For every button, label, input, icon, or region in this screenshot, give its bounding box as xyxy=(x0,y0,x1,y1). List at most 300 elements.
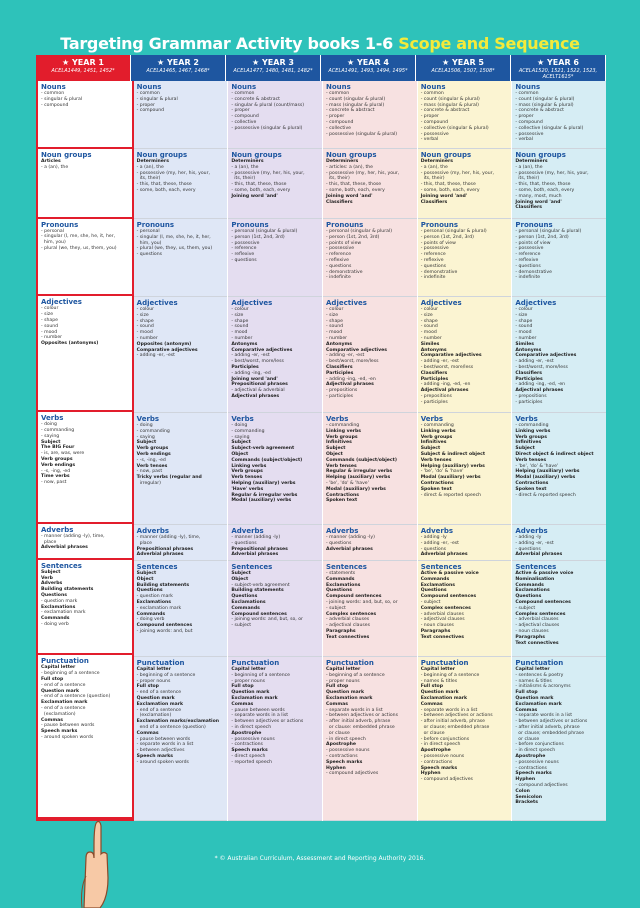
topic-item: - count (singular & plural) xyxy=(326,96,386,102)
topic-item: Comparative adjectives xyxy=(136,347,198,353)
topic-item: - articles: a (an), the xyxy=(326,164,373,170)
topic-item: Determiners xyxy=(420,159,453,164)
topic-heading: Sentences xyxy=(420,563,462,571)
topic-item: - sound xyxy=(136,324,154,330)
topic-heading: Pronouns xyxy=(41,220,79,229)
topic-cell xyxy=(38,655,132,819)
topic-item: Apostrophe xyxy=(515,753,546,759)
topic-item: Infinitives xyxy=(326,440,352,446)
topic-item: Verb xyxy=(41,575,53,581)
topic-cell xyxy=(228,657,322,821)
topic-item: Full stop xyxy=(136,684,159,690)
topic-item: - best/worst, more/less xyxy=(420,364,474,370)
topic-item: - number xyxy=(515,335,537,341)
topic-item: Participles xyxy=(515,376,543,382)
topic-item: - pause between words xyxy=(41,723,95,729)
topic-item: - commanding xyxy=(231,428,265,434)
topic-item: - 'be', 'do' & 'have' xyxy=(515,463,559,469)
topic-item: - singular (I, me, she, he, it, her, xyxy=(41,234,116,240)
topic-item: Subject xyxy=(231,571,251,576)
topic-item: its, their) xyxy=(420,176,445,182)
topic-item: Exclamation mark xyxy=(41,700,88,706)
topic-item: - person (1st, 2nd, 3rd) xyxy=(326,234,380,240)
topic-item: Paragraphs xyxy=(326,628,356,634)
topic-cell xyxy=(38,149,132,219)
topic-cell xyxy=(38,219,132,297)
topic-item: - direct speech xyxy=(231,753,266,759)
topic-item: Commas xyxy=(41,717,63,723)
topic-item: place xyxy=(136,540,152,546)
topic-item: - shape xyxy=(136,318,154,324)
topic-item: Classifiers xyxy=(326,364,353,370)
topic-item: - indefinite xyxy=(420,275,446,281)
topic-item: - personal (singular & plural) xyxy=(326,229,392,234)
topic-cell xyxy=(323,561,417,657)
year-codes: ACELA1506, 1507, 1508* xyxy=(431,68,495,74)
topic-heading: Punctuation xyxy=(41,657,89,666)
topic-item: - before conjunctions xyxy=(515,742,564,748)
topic-item: Spoken text xyxy=(420,486,452,492)
topic-item: - adding -er, -est xyxy=(420,540,459,546)
year-label: ★ YEAR 3 xyxy=(252,58,294,67)
topic-item: Joining word 'and' xyxy=(420,193,468,199)
topic-item: - possessive xyxy=(326,246,355,252)
topic-item: - commanding xyxy=(420,423,454,428)
topic-item: Question mark xyxy=(326,690,365,696)
topic-cell xyxy=(228,297,322,413)
topic-item: Antonyms xyxy=(515,347,542,353)
topic-heading: Noun groups xyxy=(420,151,472,159)
topic-heading: Adverbs xyxy=(136,527,170,535)
topic-heading: Adverbs xyxy=(231,527,264,535)
topic-item: - number xyxy=(136,335,158,341)
topic-item: Commas xyxy=(326,701,348,707)
topic-item: - between adjectives or actions xyxy=(231,719,304,725)
year-label: ★ YEAR 5 xyxy=(442,58,484,67)
topic-item: - adding -er, -est xyxy=(326,353,365,359)
topic-item: - mood xyxy=(420,330,437,336)
topic-item: - common xyxy=(420,91,444,96)
topic-item: Participles xyxy=(326,370,354,376)
topic-heading: Adjectives xyxy=(136,299,178,307)
topic-item: Full stop xyxy=(420,684,443,690)
topic-cell xyxy=(228,525,322,561)
topic-item: Commands xyxy=(231,605,260,611)
topic-cell xyxy=(323,297,417,413)
topic-heading: Pronouns xyxy=(420,221,459,229)
topic-item: - count (singular & plural) xyxy=(420,96,480,102)
topic-item: Antonyms xyxy=(420,347,447,353)
topic-item: - mass (singular & plural) xyxy=(515,102,574,108)
topic-item: - adverbial clauses xyxy=(515,617,559,623)
topic-item: Building statements xyxy=(136,582,190,588)
topic-heading: Adjectives xyxy=(515,299,557,307)
topic-cell xyxy=(418,81,512,149)
topic-item: Prepositional phrases xyxy=(231,382,288,388)
topic-item: Helping (auxiliary) verbs xyxy=(515,469,580,475)
topic-item: - this, that, these, those xyxy=(326,182,382,188)
topic-heading: Pronouns xyxy=(326,221,364,229)
topic-item: - possessive xyxy=(231,240,260,246)
topic-item: - proper nouns xyxy=(326,678,360,684)
topic-heading: Adverbs xyxy=(515,527,548,535)
topic-item: - shape xyxy=(326,318,343,324)
topic-cell xyxy=(38,296,132,412)
topic-item: Modal (auxiliary) verbs xyxy=(326,486,386,492)
topic-item: - common xyxy=(326,91,350,96)
topic-item: Commands xyxy=(136,611,166,617)
topic-item: - a (an), the xyxy=(136,164,164,170)
topic-heading: Adjectives xyxy=(41,298,82,307)
topic-item: - subject-verb agreement xyxy=(231,582,290,588)
topic-item: - participles xyxy=(515,399,543,405)
topic-heading: Noun groups xyxy=(231,151,282,159)
topic-item: - subject xyxy=(420,599,441,605)
topic-item: - end of a sentence (question) xyxy=(41,694,111,700)
year-column-2 xyxy=(134,81,229,821)
topic-item: Exclamation mark xyxy=(136,701,184,707)
topic-item: - prepositions xyxy=(515,393,547,399)
topic-item: Questions xyxy=(136,588,163,594)
year-header-6 xyxy=(511,55,606,81)
topic-item: - doing verb xyxy=(41,621,69,627)
topic-item: Questions xyxy=(515,594,542,600)
topic-item: - compound adjectives xyxy=(420,777,473,783)
year-column-5 xyxy=(418,81,513,821)
topic-item: - proper xyxy=(326,114,345,120)
topic-item: - questions xyxy=(231,540,257,546)
topic-item: Determiners xyxy=(515,159,548,164)
page-title xyxy=(0,34,640,53)
topic-item: - possessive (my, her, his, your, xyxy=(515,170,589,176)
topic-item: - questions xyxy=(515,263,541,269)
topic-item: end of a sentence (question) xyxy=(136,724,206,730)
topic-item: Contractions xyxy=(515,480,549,486)
topic-item: - proper nouns xyxy=(136,678,171,684)
topic-item: Hyphen xyxy=(326,765,346,771)
topic-item: Classifiers xyxy=(515,205,542,211)
topic-item: - a (an), the xyxy=(231,164,259,170)
topic-item: Hyphen xyxy=(420,771,441,777)
topic-item: - number xyxy=(41,335,63,341)
topic-heading: Verbs xyxy=(326,415,349,423)
topic-item: Adverbial phrases xyxy=(231,552,279,558)
year-column-3 xyxy=(228,81,323,821)
year-header-5 xyxy=(416,55,511,81)
topic-item: - saying xyxy=(136,434,155,440)
topic-item: him, you) xyxy=(41,240,66,246)
topic-item: Commas xyxy=(136,730,159,736)
topic-item: - demonstrative xyxy=(326,269,363,275)
topic-cell xyxy=(38,412,132,524)
topic-item: - a (an), the xyxy=(515,164,543,170)
topic-item: Participles xyxy=(420,376,449,382)
topic-item: - number xyxy=(326,335,348,341)
topic-item: - beginning of a sentence xyxy=(420,672,480,678)
topic-item: - end of a sentence xyxy=(136,707,182,713)
topic-heading: Punctuation xyxy=(515,659,564,667)
topic-item: Semicolon xyxy=(515,794,543,800)
topic-item: - mood xyxy=(136,330,153,336)
topic-item: - shape xyxy=(515,318,533,324)
topic-item: - best/worst, more/less xyxy=(326,359,379,365)
topic-item: Articles xyxy=(41,158,61,164)
topic-item: - 'be', 'do' & 'have' xyxy=(326,480,369,486)
topic-cell xyxy=(323,525,417,561)
topic-item: - size xyxy=(231,312,244,318)
topic-item: Exclamation mark xyxy=(231,695,278,701)
topic-item: - person (1st, 2nd, 3rd) xyxy=(515,234,569,240)
topic-heading: Punctuation xyxy=(420,659,469,667)
topic-item: Speech marks xyxy=(136,753,174,759)
topic-heading: Punctuation xyxy=(136,659,185,667)
topic-item: - indefinite xyxy=(515,275,541,281)
topic-item: - collective xyxy=(231,119,257,125)
topic-item: - mood xyxy=(231,330,248,336)
topic-item: - before conjunctions xyxy=(420,736,470,742)
topic-cell xyxy=(512,297,606,413)
topic-item: - size xyxy=(136,312,149,318)
topic-item: - commanding xyxy=(515,423,549,428)
topic-item: Classifiers xyxy=(420,370,448,376)
topic-item: Building statements xyxy=(231,588,284,594)
topic-cell xyxy=(228,81,322,149)
topic-item: Object xyxy=(231,451,249,457)
topic-item: - exclamation mark xyxy=(41,610,86,616)
topic-item: - around spoken words xyxy=(41,735,94,741)
topic-item: - this, that, these, those xyxy=(515,182,571,188)
topic-heading: Noun groups xyxy=(41,150,92,159)
topic-item: Comparative adjectives xyxy=(231,347,293,353)
topic-item: - participles xyxy=(420,399,448,405)
topic-item: - joining words: and, but, so, or xyxy=(231,617,303,623)
topic-item: its, their) xyxy=(326,176,350,182)
copyright-footer: * © Australian Curriculum, Assessment and Reporting Authority 2016. xyxy=(214,855,426,862)
topic-item: Apostrophe xyxy=(326,742,357,748)
topic-item: Adjectival phrases xyxy=(326,382,374,388)
topic-item: - separate words in a list xyxy=(420,707,478,713)
topic-item: Exclamation mark xyxy=(326,695,373,701)
topic-item: - sound xyxy=(231,324,249,330)
topic-item: - sound xyxy=(515,324,533,330)
topic-item: - singular & plural xyxy=(136,96,178,102)
topic-item: Determiners xyxy=(231,159,264,164)
topic-item: - adding -ly xyxy=(515,535,542,540)
topic-item: Question mark xyxy=(515,695,554,701)
topic-item: Spoken text xyxy=(515,486,547,492)
topic-item: - subject xyxy=(231,623,252,629)
topic-item: Opposites (antonyms) xyxy=(41,341,99,347)
topic-item: Similes xyxy=(420,341,440,347)
topic-item: - possessive (my, her, his, your, xyxy=(136,170,210,176)
topic-item: - possessive nouns xyxy=(420,753,465,759)
topic-item: - this, that, these, those xyxy=(420,182,476,188)
topic-item: - adjectival clauses xyxy=(420,617,465,623)
topic-heading: Punctuation xyxy=(326,659,374,667)
topic-item: - compound xyxy=(41,102,69,108)
topic-heading: Nouns xyxy=(231,83,257,91)
topic-item: - some, both, each, every xyxy=(326,187,385,193)
year-label: ★ YEAR 6 xyxy=(537,58,579,67)
topic-item: - saying xyxy=(231,434,250,440)
topic-heading: Adverbs xyxy=(326,527,359,535)
title-main: Targeting Grammar Activity books 1-6 xyxy=(60,34,393,53)
topic-item: - possessive (my, her, his, your, xyxy=(420,170,494,176)
topic-item: - separate words in a list xyxy=(136,742,194,748)
year-codes: ACELA1449, 1451, 1452* xyxy=(51,68,115,74)
topic-item: - colour xyxy=(515,307,533,312)
topic-item: Determiners xyxy=(326,159,359,164)
topic-heading: Verbs xyxy=(515,415,538,423)
topic-item: - personal (singular & plural) xyxy=(420,229,487,234)
topic-item: - adverbial clauses xyxy=(326,617,370,623)
topic-item: - contractions xyxy=(420,759,453,765)
title-accent: Scope and Sequence xyxy=(398,34,580,53)
topic-item: - separate words in a list xyxy=(326,707,383,713)
topic-item: - statements xyxy=(326,571,356,576)
topic-heading: Sentences xyxy=(136,563,178,571)
topic-item: - mood xyxy=(326,330,343,336)
topic-cell xyxy=(323,81,417,149)
topic-item: Regular & irregular verbs xyxy=(326,469,393,475)
topic-item: - shape xyxy=(41,318,58,324)
topic-item: Exclamations xyxy=(41,604,76,610)
topic-item: Prepositional phrases xyxy=(136,546,194,552)
topic-item: place xyxy=(41,539,57,545)
topic-item: Helping (auxiliary) verbs xyxy=(420,463,485,469)
topic-item: - in direct speech xyxy=(515,748,556,754)
topic-item: - manner (adding -ly), time, xyxy=(41,533,105,539)
topic-item: Joining word 'and' xyxy=(231,376,278,382)
topic-item: Similes xyxy=(515,341,535,347)
topic-item: - a (an), the xyxy=(420,164,448,170)
topic-item: - person (1st, 2nd, 3rd) xyxy=(420,234,474,240)
topic-item: - proper nouns xyxy=(231,678,266,684)
topic-item: - a (an), the xyxy=(41,164,69,170)
topic-cell xyxy=(418,297,512,413)
topic-item: - beginning of a sentence xyxy=(326,672,385,678)
year-header-4 xyxy=(321,55,416,81)
topic-heading: Punctuation xyxy=(231,659,280,667)
topic-item: - end of a sentence xyxy=(136,690,182,696)
topic-item: - shape xyxy=(231,318,249,324)
topic-item: - reflexive xyxy=(515,257,539,263)
topic-item: - in direct speech xyxy=(326,736,366,742)
topic-item: The BIG Four xyxy=(41,445,75,451)
topic-item: Commands xyxy=(41,616,70,622)
topic-item: Commands xyxy=(515,582,544,588)
topic-item: - commanding xyxy=(326,423,360,428)
year-headers xyxy=(36,55,606,81)
topic-item: Capital letter xyxy=(136,667,171,672)
topic-item: - number xyxy=(231,335,253,341)
topic-item: Paragraphs xyxy=(420,628,451,634)
topic-item: its, their) xyxy=(136,176,161,182)
topic-item: Adverbs xyxy=(41,581,63,587)
topic-heading: Verbs xyxy=(41,414,64,423)
topic-item: Verb endings xyxy=(136,451,171,457)
scope-sequence-grid xyxy=(36,81,606,821)
topic-item: - now, past xyxy=(41,480,67,486)
topic-item: Speech marks xyxy=(326,759,363,765)
topic-item: Adjectival phrases xyxy=(231,393,280,399)
topic-heading: Nouns xyxy=(420,83,446,91)
topic-item: Modal (auxiliary) verbs xyxy=(515,475,576,481)
topic-item: Full stop xyxy=(231,684,254,690)
topic-item: - size xyxy=(41,312,54,318)
topic-item: - adding -er, -est xyxy=(231,353,270,359)
topic-item: Verb tenses xyxy=(326,463,357,469)
year-header-3 xyxy=(226,55,321,81)
topic-item: - possessive xyxy=(515,131,544,137)
topic-item: - contractions xyxy=(231,742,263,748)
topic-item: - concrete & abstract xyxy=(515,108,564,114)
topic-cell xyxy=(418,657,512,821)
topic-item: Exclamation mark xyxy=(515,701,562,707)
topic-item: Compound sentences xyxy=(515,599,571,605)
topic-item: - questions xyxy=(231,257,257,263)
topic-item: Modal (auxiliary) verbs xyxy=(231,498,292,504)
topic-item: Subject xyxy=(231,440,251,446)
topic-item: (exclamation) xyxy=(41,711,76,717)
topic-item: its, their) xyxy=(231,176,256,182)
topic-item: Exclamations xyxy=(326,582,361,588)
topic-item: - colour xyxy=(136,307,155,312)
topic-item: - around spoken words xyxy=(136,759,189,765)
topic-item: Subject xyxy=(136,440,157,446)
year-label: ★ YEAR 2 xyxy=(157,58,199,67)
topic-item: - points of view xyxy=(326,240,362,246)
topic-item: Infinitives xyxy=(420,440,447,446)
topic-cell xyxy=(38,524,132,560)
topic-cell xyxy=(134,219,228,297)
topic-heading: Verbs xyxy=(231,415,254,423)
topic-item: - best/worst, more/less xyxy=(231,359,284,365)
topic-item: - noun clauses xyxy=(420,623,454,629)
topic-item: Adverbial phrases xyxy=(515,552,563,558)
topic-item: - end of a sentence xyxy=(41,682,86,688)
topic-item: - noun clauses xyxy=(515,628,549,634)
topic-heading: Nouns xyxy=(136,83,162,91)
topic-item: Verb groups xyxy=(136,446,169,452)
topic-item: Helping (auxiliary) verbs xyxy=(326,475,391,481)
topic-item: Comparative adjectives xyxy=(515,353,577,359)
topic-item: Capital letter xyxy=(231,667,266,672)
year-codes: ACELA1491, 1493, 1494, 1495* xyxy=(328,68,408,74)
topic-item: Object xyxy=(231,576,249,582)
topic-item: Question mark xyxy=(231,690,270,696)
topic-heading: Nouns xyxy=(515,83,541,91)
topic-item: - sound xyxy=(420,324,438,330)
year-column-4 xyxy=(323,81,418,821)
topic-item: Commas xyxy=(515,707,538,713)
topic-item: - questions xyxy=(136,252,163,258)
topic-item: Speech marks xyxy=(420,765,458,771)
topic-item: irregular) xyxy=(136,480,161,486)
topic-item: Opposites (antonym) xyxy=(136,341,192,347)
topic-item: - mood xyxy=(515,330,532,336)
topic-item: - possessive (singular & plural) xyxy=(326,131,398,137)
topic-item: - verbal xyxy=(515,137,533,143)
year-codes: ACELA1465, 1467, 1468* xyxy=(146,68,210,74)
topic-cell xyxy=(512,561,606,657)
topic-item: - doing verb xyxy=(136,617,165,623)
topic-cell xyxy=(228,219,322,297)
topic-item: Verb groups xyxy=(515,434,547,440)
topic-cell xyxy=(228,149,322,219)
topic-item: - possessive (my, her, his, your, xyxy=(231,170,305,176)
topic-item: - names & titles xyxy=(515,678,552,684)
